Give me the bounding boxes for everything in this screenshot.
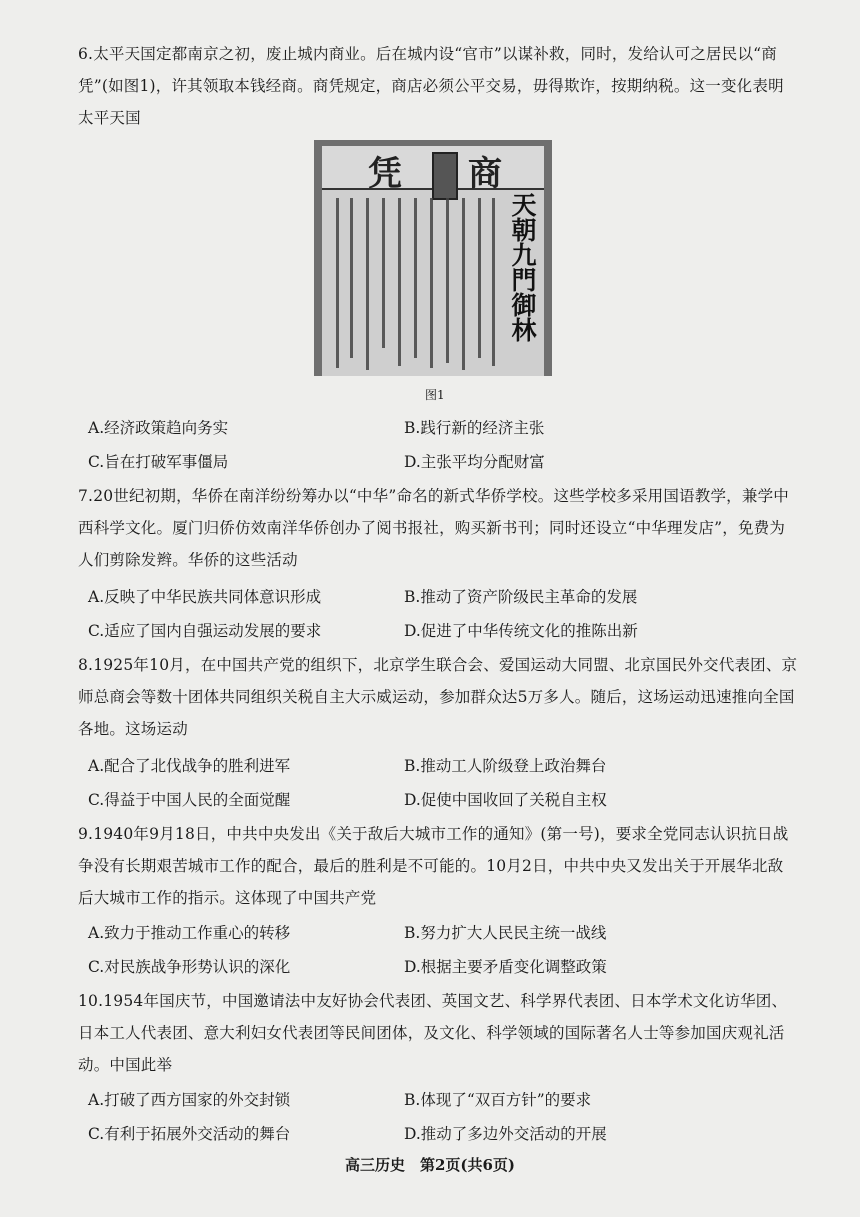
question-7-stem: 7.20世纪初期，华侨在南洋纷纷筹办以“中华”命名的新式华侨学校。这些学校多采用国语教学，兼学中西科学文化。厦门归侨仿效南洋华侨创办了阅书报社，购买新书刊；同时还设立“中华理发店”，免费为人们剪除发辫。华侨的这些活动 [78,487,789,569]
figure-1-certificate-image [314,140,552,376]
q8-option-b[interactable]: B.推动工人阶级登上政治舞台 [404,757,607,775]
q9-option-a[interactable]: A.致力于推动工作重心的转移 [88,924,291,942]
figure-header-left-char: 凭 [368,154,402,194]
q9-option-d[interactable]: D.根据主要矛盾变化调整政策 [404,958,607,976]
q9-option-c[interactable]: C.对民族战争形势认识的深化 [88,958,291,976]
q9-option-b[interactable]: B.努力扩大人民民主统一战线 [404,924,607,942]
q7-option-d[interactable]: D.促进了中华传统文化的推陈出新 [404,622,638,640]
figure-side-text: 天朝九門御林 [508,192,537,342]
q8-option-a[interactable]: A.配合了北伐战争的胜利进军 [88,757,291,775]
question-10-stem: 10.1954年国庆节，中国邀请法中友好协会代表团、英国文艺、科学界代表团、日本学术文化访华团、日本工人代表团、意大利妇女代表团等民间团体，及文化、科学领域的国际著名人士等参加国庆观礼活动。中国此举 [78,992,788,1074]
q6-option-a[interactable]: A.经济政策趋向务实 [88,419,229,437]
q7-option-b[interactable]: B.推动了资产阶级民主革命的发展 [404,588,638,606]
q6-option-b[interactable]: B.践行新的经济主张 [404,419,545,437]
q10-option-d[interactable]: D.推动了多边外交活动的开展 [404,1125,607,1143]
q10-option-c[interactable]: C.有利于拓展外交活动的舞台 [88,1125,291,1143]
page-footer: 高三历史 第2页(共6页) [344,1156,516,1174]
q6-option-d[interactable]: D.主张平均分配财富 [404,453,545,471]
question-6-stem: 6.太平天国定都南京之初，废止城内商业。后在城内设“官市”以谋补救，同时，发给认可之居民以“商凭”(如图1)，许其领取本钱经商。商凭规定，商店必须公平交易，毋得欺诈，按期纳税。这一变化表明太平天国 [78,45,784,127]
q6-option-c[interactable]: C.旨在打破军事僵局 [88,453,229,471]
question-8-stem: 8.1925年10月，在中国共产党的组织下，北京学生联合会、爱国运动大同盟、北京国民外交代表团、京师总商会等数十团体共同组织关税自主大示威运动，参加群众达5万多人。随后，这场运动迅速推向全国各地。这场运动 [78,656,798,738]
q8-option-d[interactable]: D.促使中国收回了关税自主权 [404,791,607,809]
figure-1-caption: 图1 [425,388,445,402]
q7-option-a[interactable]: A.反映了中华民族共同体意识形成 [88,588,322,606]
question-9-stem: 9.1940年9月18日，中共中央发出《关于敌后大城市工作的通知》(第一号)，要求全党同志认识抗日战争没有长期艰苦城市工作的配合，最后的胜利是不可能的。10月2日，中共中央又发出关于开展华北敌后大城市工作的指示。这体现了中国共产党 [78,825,789,907]
q10-option-b[interactable]: B.体现了“双百方针”的要求 [404,1091,592,1109]
q7-option-c[interactable]: C.适应了国内自强运动发展的要求 [88,622,322,640]
q10-option-a[interactable]: A.打破了西方国家的外交封锁 [88,1091,291,1109]
seal-icon [432,152,458,200]
figure-header-right-char: 商 [468,154,502,194]
q8-option-c[interactable]: C.得益于中国人民的全面觉醒 [88,791,291,809]
